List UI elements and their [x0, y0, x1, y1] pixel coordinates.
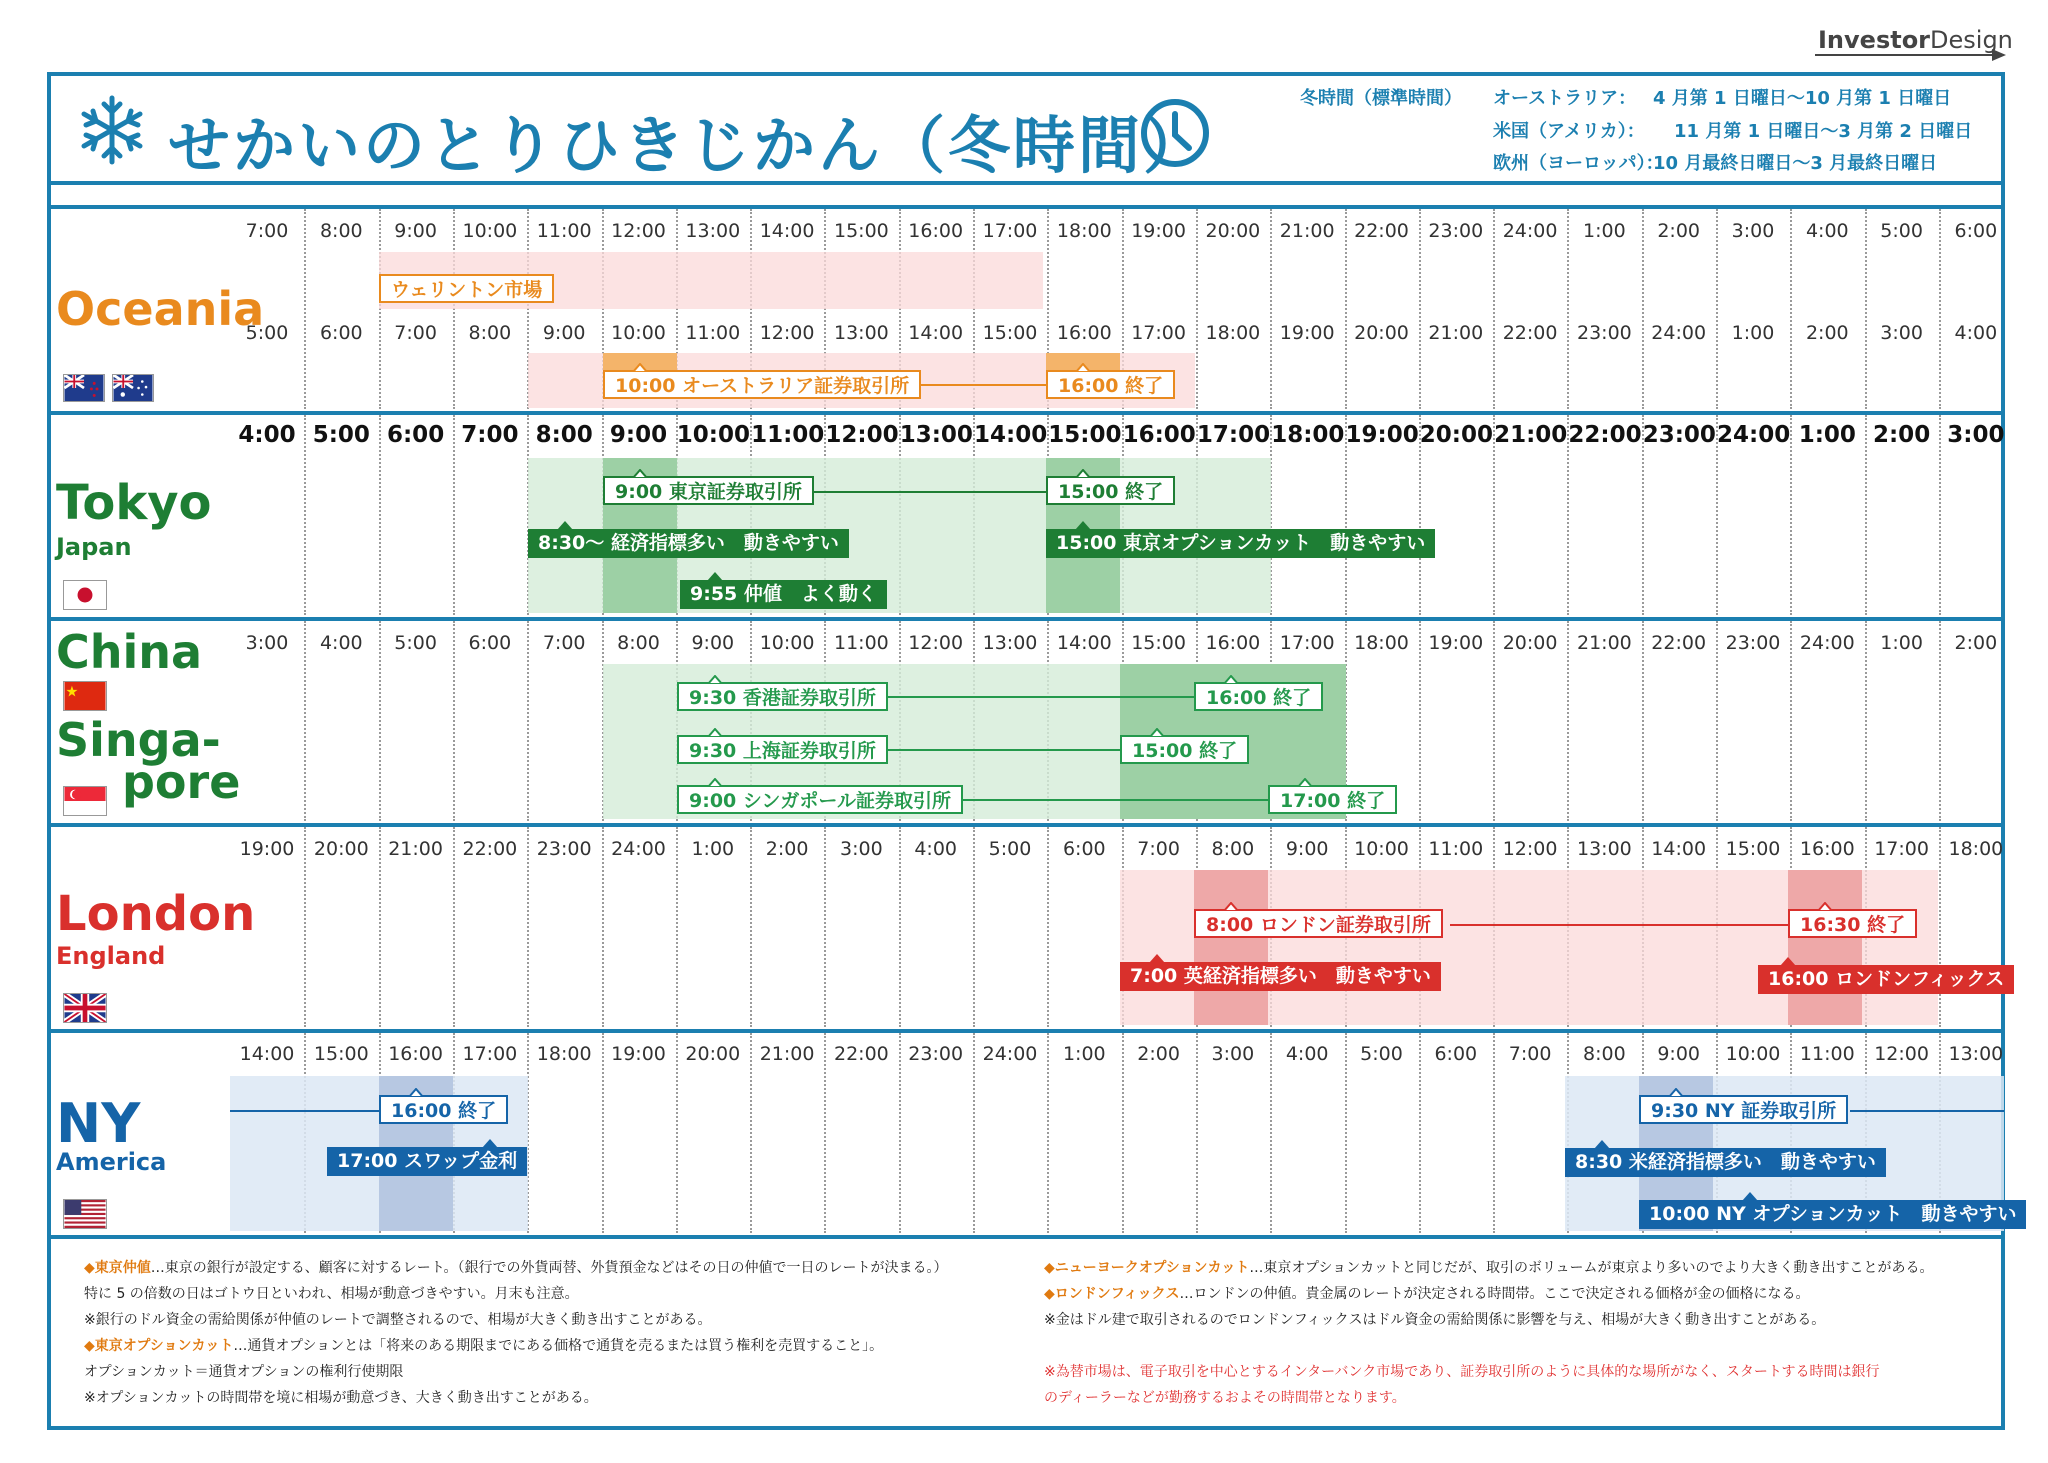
note-line	[1044, 1309, 1825, 1329]
london-fix-label: 16:00 ロンドンフィックス	[1758, 965, 2014, 994]
hour-tick: 24:00	[1651, 322, 1707, 344]
label-pointer-icon	[482, 1139, 498, 1148]
dst-rule-period-us: 11 月第 1 日曜日〜3 月第 2 日曜日	[1674, 121, 1973, 142]
hour-tick: 23:00	[1577, 322, 1632, 344]
hour-tick: 9:00	[691, 632, 735, 654]
label-pointer-icon	[707, 728, 723, 737]
disclaimer-line: ※為替市場は、電子取引を中心とするインターバンク市場であり、証券取引所のように具体的な場所がなく、スタートする時間は銀行	[1044, 1364, 1880, 1380]
note-line	[84, 1335, 883, 1355]
hour-tick: 12:00	[611, 220, 666, 242]
hour-tick: 23:00	[536, 838, 592, 860]
note-line	[84, 1387, 598, 1407]
usa-flag	[63, 1199, 107, 1229]
brand-underline	[1815, 54, 2000, 56]
hour-tick: 23:00	[1725, 632, 1781, 654]
hour-tick: 15:00	[834, 220, 889, 242]
hour-tick: 12:00	[908, 632, 964, 654]
page-title: せかいのとりひきじかん（冬時間）	[168, 109, 1209, 182]
hour-tick: 11:00	[536, 220, 592, 242]
hour-tick: 6:00	[386, 422, 445, 448]
oceania-title: Oceania	[56, 282, 265, 336]
hk-close-label: 16:00 終了	[1194, 682, 1323, 711]
label-pointer-icon	[1149, 728, 1165, 737]
brand-suffix: Design	[1930, 26, 2013, 54]
hour-tick: 13:00	[899, 422, 973, 448]
hour-tick: 9:00	[542, 322, 586, 344]
hour-tick: 19:00	[611, 1043, 666, 1065]
hour-tick: 16:00	[1122, 422, 1196, 448]
label-pointer-icon	[1223, 902, 1239, 911]
ny-close-connector	[230, 1110, 390, 1112]
hour-tick: 24:00	[611, 838, 666, 860]
hour-tick: 10:00	[1725, 1043, 1781, 1065]
brand-arrow-icon	[1992, 49, 2006, 61]
hour-tick: 14:00	[1056, 632, 1112, 654]
label-pointer-icon	[1149, 954, 1165, 963]
hour-tick: 5:00	[394, 632, 437, 654]
hour-tick: 6:00	[468, 632, 512, 654]
label-pointer-icon	[707, 778, 723, 787]
hour-tick: 7:00	[461, 422, 519, 448]
hour-tick: 8:00	[1583, 1043, 1626, 1065]
tse-connector	[800, 491, 1050, 493]
hour-tick: 10:00	[1354, 838, 1409, 860]
hour-tick: 24:00	[1799, 632, 1855, 654]
hour-tick: 19:00	[1279, 322, 1335, 344]
china-divider	[47, 823, 2005, 827]
swap-label: 17:00 スワップ金利	[327, 1147, 527, 1176]
china-flag	[63, 681, 107, 711]
london-divider	[47, 1029, 2005, 1033]
note-text: ※金はドル建で取引されるのでロンドンフィックスはドル資金の需給関係に影響を与え、相場が大きく動き出すことがある。	[1044, 1312, 1826, 1328]
hour-tick: 2:00	[1805, 322, 1849, 344]
ny-title: NY	[56, 1092, 141, 1155]
hour-tick: 16:00	[1205, 632, 1261, 654]
hour-tick: 20:00	[1354, 322, 1409, 344]
tokyo-option-cut-label: 15:00 東京オプションカット 動きやすい	[1046, 529, 1435, 558]
hour-tick: 5:00	[312, 422, 370, 448]
sg-close-label: 17:00 終了	[1268, 785, 1397, 814]
dst-rule-label: 冬時間（標準時間）	[1300, 88, 1462, 109]
singapore-flag	[63, 786, 107, 816]
hour-tick: 17:00	[462, 1043, 518, 1065]
china-title: China	[56, 625, 203, 679]
hour-tick: 12:00	[759, 322, 815, 344]
hour-tick: 1:00	[1880, 632, 1923, 654]
label-pointer-icon	[1668, 1088, 1684, 1097]
hour-tick: 2:00	[1954, 632, 1998, 654]
hour-tick: 4:00	[914, 838, 958, 860]
hour-tick: 24:00	[1717, 422, 1791, 448]
asx-close-label: 16:00 終了	[1046, 370, 1175, 399]
hour-tick: 11:00	[1428, 838, 1484, 860]
hour-tick: 12:00	[1502, 838, 1558, 860]
hour-tick: 18:00	[1056, 220, 1112, 242]
label-pointer-icon	[1594, 1140, 1610, 1149]
sh-connector	[880, 749, 1130, 751]
hour-tick: 20:00	[685, 1043, 741, 1065]
tse-open-label: 9:00 東京証券取引所	[603, 476, 814, 505]
hour-tick: 21:00	[1494, 422, 1568, 448]
hour-tick: 13:00	[1577, 838, 1632, 860]
note-text: 特に 5 の倍数の日はゴトウ日といわれ、相場が動意づきやすい。月末も注意。	[84, 1286, 579, 1302]
label-pointer-icon	[1075, 469, 1091, 478]
hour-tick: 8:00	[468, 322, 512, 344]
japan-flag	[63, 580, 107, 610]
note-line	[1044, 1283, 1810, 1303]
hour-tick: 15:00	[982, 322, 1038, 344]
hour-tick: 24:00	[982, 1043, 1038, 1065]
hour-tick: 13:00	[834, 322, 889, 344]
note-key: ◆東京オプションカット	[84, 1338, 234, 1354]
hour-tick: 2:00	[1872, 422, 1931, 448]
hour-tick: 4:00	[1805, 220, 1849, 242]
hour-tick: 10:00	[759, 632, 815, 654]
hour-tick: 14:00	[908, 322, 964, 344]
hour-tick: 19:00	[1131, 220, 1186, 242]
tse-close-label: 15:00 終了	[1046, 476, 1175, 505]
label-pointer-icon	[632, 469, 648, 478]
hour-tick: 5:00	[1880, 220, 1923, 242]
tokyo-divider	[47, 617, 2005, 621]
hour-tick: 14:00	[759, 220, 815, 242]
ny-option-cut-label: 10:00 NY オプションカット 動きやすい	[1639, 1200, 2026, 1229]
hour-tick: 1:00	[691, 838, 735, 860]
lse-close-highlight	[1788, 870, 1862, 1025]
nyse-open-label: 9:30 NY 証券取引所	[1639, 1095, 1848, 1124]
hour-tick: 21:00	[388, 838, 443, 860]
hour-tick: 2:00	[1657, 220, 1701, 242]
hour-tick: 3:00	[1731, 220, 1775, 242]
hour-tick: 12:00	[1874, 1043, 1929, 1065]
hour-tick: 11:00	[685, 322, 741, 344]
hour-tick: 17:00	[1196, 422, 1271, 448]
hour-tick: 20:00	[1502, 632, 1558, 654]
hour-tick: 22:00	[1651, 632, 1707, 654]
asx-connector	[920, 384, 1050, 386]
ny-subtitle: America	[56, 1148, 167, 1176]
label-pointer-icon	[1297, 778, 1313, 787]
dst-rule-period-au: 4 月第 1 日曜日〜10 月第 1 日曜日	[1653, 88, 1952, 109]
hour-tick: 16:00	[908, 220, 964, 242]
hour-tick: 21:00	[1428, 322, 1484, 344]
hour-tick: 23:00	[1428, 220, 1484, 242]
hour-tick: 7:00	[1508, 1043, 1552, 1065]
new-zealand-flag	[63, 374, 105, 402]
hour-tick: 3:00	[245, 632, 289, 654]
hour-tick: 18:00	[1205, 322, 1261, 344]
note-text: …通貨オプションとは「将来のある期限までにある価格で通貨を売るまたは買う権利を売買すること」。	[233, 1338, 884, 1354]
hour-tick: 17:00	[982, 220, 1038, 242]
asx-open-label: 10:00 オーストラリア証券取引所	[603, 370, 921, 399]
hour-tick: 8:00	[319, 220, 363, 242]
hour-tick: 24:00	[1502, 220, 1558, 242]
hk-connector	[880, 696, 1200, 698]
sh-close-label: 15:00 終了	[1120, 735, 1249, 764]
hour-tick: 8:00	[617, 632, 660, 654]
hour-tick: 7:00	[542, 632, 586, 654]
tokyo-title: Tokyo	[56, 475, 212, 531]
lse-open-highlight	[1194, 870, 1268, 1025]
hour-tick: 4:00	[1285, 1043, 1329, 1065]
hour-tick: 17:00	[1874, 838, 1929, 860]
uk-indicators-label: 7:00 英経済指標多い 動きやすい	[1120, 962, 1441, 991]
oceania-divider	[47, 411, 2005, 415]
hour-tick: 4:00	[1954, 322, 1998, 344]
hour-tick: 6:00	[1062, 838, 1106, 860]
hour-tick: 5:00	[1360, 1043, 1403, 1065]
hour-tick: 22:00	[1568, 422, 1642, 448]
uk-flag	[63, 993, 107, 1023]
label-pointer-icon	[1075, 521, 1091, 530]
hour-tick: 12:00	[825, 422, 899, 448]
ny-close-label: 16:00 終了	[379, 1095, 508, 1124]
hour-tick: 20:00	[1205, 220, 1261, 242]
hour-tick: 1:00	[1583, 220, 1626, 242]
note-line	[1044, 1257, 1934, 1277]
hour-tick: 8:00	[1211, 838, 1255, 860]
brand-logo	[1818, 26, 2013, 54]
hour-tick: 14:00	[239, 1043, 295, 1065]
sh-open-label: 9:30 上海証券取引所	[677, 735, 888, 764]
hour-tick: 21:00	[1577, 632, 1632, 654]
hour-tick: 10:00	[676, 422, 751, 448]
hour-tick: 7:00	[394, 322, 437, 344]
note-text: …ロンドンの仲値。貴金属のレートが決定される時間帯。ここで決定される価格が金の価格になる。	[1179, 1286, 1810, 1302]
tokyo-nakane-label: 9:55 仲値 よく動く	[680, 580, 887, 609]
note-text: オプションカット＝通貨オプションの権利行使期限	[84, 1364, 404, 1380]
note-text: …東京オプションカットと同じだが、取引のボリュームが東京より多いのでより大きく動き出すことがある。	[1249, 1260, 1934, 1276]
dst-rule-region-eu: 欧州（ヨーロッパ）：	[1493, 153, 1664, 174]
hour-tick: 18:00	[536, 1043, 592, 1065]
hour-tick: 10:00	[611, 322, 666, 344]
label-pointer-icon	[557, 521, 573, 530]
hour-tick: 6:00	[1434, 1043, 1478, 1065]
hour-tick: 17:00	[1131, 322, 1186, 344]
us-indicators-label: 8:30 米経済指標多い 動きやすい	[1565, 1148, 1886, 1177]
hour-tick: 9:00	[609, 422, 668, 448]
hour-tick: 11:00	[1799, 1043, 1855, 1065]
london-title: London	[56, 886, 256, 942]
hour-tick: 2:00	[1137, 1043, 1180, 1065]
note-key: ◆ニューヨークオプションカット	[1044, 1260, 1250, 1276]
hour-tick: 1:00	[1798, 422, 1856, 448]
hour-tick: 18:00	[1354, 632, 1409, 654]
singapore-title-line1: Singa-	[56, 713, 221, 767]
hour-tick: 22:00	[1354, 220, 1409, 242]
label-pointer-icon	[1742, 1192, 1758, 1201]
hour-tick: 6:00	[319, 322, 363, 344]
brand-name: Investor	[1818, 26, 1931, 54]
hour-tick: 23:00	[1642, 422, 1716, 448]
disclaimer-line: のディーラーなどが勤務するおよその時間帯となります。	[1044, 1390, 1406, 1406]
hour-tick: 2:00	[765, 838, 809, 860]
label-pointer-icon	[408, 1088, 424, 1097]
label-pointer-icon	[1780, 957, 1796, 966]
hour-tick: 15:00	[313, 1043, 369, 1065]
hour-tick: 18:00	[1271, 422, 1345, 448]
note-line	[84, 1361, 403, 1381]
snowflake-icon	[78, 94, 146, 166]
grid-top-border	[47, 205, 2005, 209]
clock-icon	[1140, 98, 1210, 168]
dst-rule-region-us: 米国（アメリカ）：	[1493, 121, 1645, 142]
label-pointer-icon	[632, 363, 648, 372]
label-pointer-icon	[1817, 902, 1833, 911]
hour-tick: 9:00	[1285, 838, 1329, 860]
hour-tick: 1:00	[1062, 1043, 1106, 1065]
label-pointer-icon	[1075, 363, 1091, 372]
lse-connector	[1450, 924, 1795, 926]
hour-tick: 23:00	[908, 1043, 964, 1065]
hour-tick: 13:00	[685, 220, 741, 242]
hour-tick: 16:00	[1799, 838, 1855, 860]
australia-flag	[112, 374, 154, 402]
hour-tick: 3:00	[840, 838, 883, 860]
note-line	[84, 1257, 948, 1277]
lse-close-label: 16:30 終了	[1788, 909, 1917, 938]
hour-tick: 20:00	[313, 838, 369, 860]
hour-tick: 9:00	[1657, 1043, 1701, 1065]
hour-tick: 22:00	[834, 1043, 889, 1065]
singapore-title-line2: pore	[122, 755, 241, 809]
dst-rule-region-au: オーストラリア：	[1493, 88, 1637, 109]
hour-tick: 3:00	[1211, 1043, 1255, 1065]
hour-tick: 14:00	[1651, 838, 1707, 860]
sg-open-label: 9:00 シンガポール証券取引所	[677, 785, 963, 814]
note-text: ※銀行のドル資金の需給関係が仲値のレートで調整されるので、相場が大きく動き出すことがある。	[84, 1312, 712, 1328]
note-text: …東京の銀行が設定する、顧客に対するレート。（銀行での外貨両替、外貨預金などはその日の仲値で一日のレートが決まる。）	[150, 1260, 948, 1276]
hour-tick: 13:00	[982, 632, 1038, 654]
nyse-connector	[1850, 1110, 2004, 1112]
hour-tick: 18:00	[1948, 838, 2004, 860]
hour-tick: 4:00	[319, 632, 363, 654]
hour-tick: 8:00	[535, 422, 593, 448]
sg-connector	[960, 799, 1280, 801]
label-pointer-icon	[707, 675, 723, 684]
tokyo-subtitle: Japan	[56, 533, 132, 561]
hour-tick: 22:00	[1502, 322, 1558, 344]
label-pointer-icon	[707, 572, 723, 581]
ny-divider	[47, 1235, 2005, 1239]
hour-tick: 17:00	[1279, 632, 1335, 654]
hk-open-label: 9:30 香港証券取引所	[677, 682, 888, 711]
hour-tick: 16:00	[388, 1043, 443, 1065]
note-key: ◆東京仲値	[84, 1260, 151, 1276]
hour-tick: 14:00	[974, 422, 1048, 448]
tokyo-indicators-label: 8:30〜 経済指標多い 動きやすい	[528, 529, 849, 558]
hour-tick: 19:00	[1345, 422, 1419, 448]
hour-tick: 16:00	[1056, 322, 1112, 344]
hour-tick: 13:00	[1948, 1043, 2004, 1065]
hour-tick: 19:00	[1428, 632, 1484, 654]
hour-tick: 6:00	[1954, 220, 1998, 242]
hour-tick: 9:00	[394, 220, 437, 242]
hour-tick: 15:00	[1048, 422, 1122, 448]
note-text: ※オプションカットの時間帯を境に相場が動意づき、大きく動き出すことがある。	[84, 1390, 598, 1406]
hour-tick: 7:00	[1137, 838, 1180, 860]
hour-tick: 11:00	[834, 632, 889, 654]
hour-tick: 3:00	[1880, 322, 1923, 344]
note-line	[84, 1309, 711, 1329]
wellington-market-label: ウェリントン市場	[379, 274, 554, 303]
hour-tick: 7:00	[245, 220, 289, 242]
note-key: ◆ロンドンフィックス	[1044, 1286, 1180, 1302]
lse-open-label: 8:00 ロンドン証券取引所	[1194, 909, 1443, 938]
dst-rule-period-eu: 10 月最終日曜日〜3 月最終日曜日	[1653, 153, 1938, 174]
hour-tick: 20:00	[1419, 422, 1494, 448]
hour-tick: 21:00	[759, 1043, 815, 1065]
hour-tick: 1:00	[1731, 322, 1775, 344]
hour-tick: 11:00	[751, 422, 825, 448]
hour-tick: 3:00	[1947, 422, 2005, 448]
hour-tick: 22:00	[462, 838, 518, 860]
london-subtitle: England	[56, 942, 166, 970]
hour-tick: 4:00	[238, 422, 296, 448]
note-line	[84, 1283, 579, 1303]
hour-tick: 21:00	[1279, 220, 1335, 242]
hour-tick: 5:00	[245, 322, 289, 344]
hour-tick: 10:00	[462, 220, 518, 242]
hour-tick: 19:00	[239, 838, 295, 860]
label-pointer-icon	[1223, 675, 1239, 684]
hour-tick: 15:00	[1725, 838, 1781, 860]
hour-tick: 15:00	[1131, 632, 1186, 654]
hour-tick: 5:00	[988, 838, 1032, 860]
